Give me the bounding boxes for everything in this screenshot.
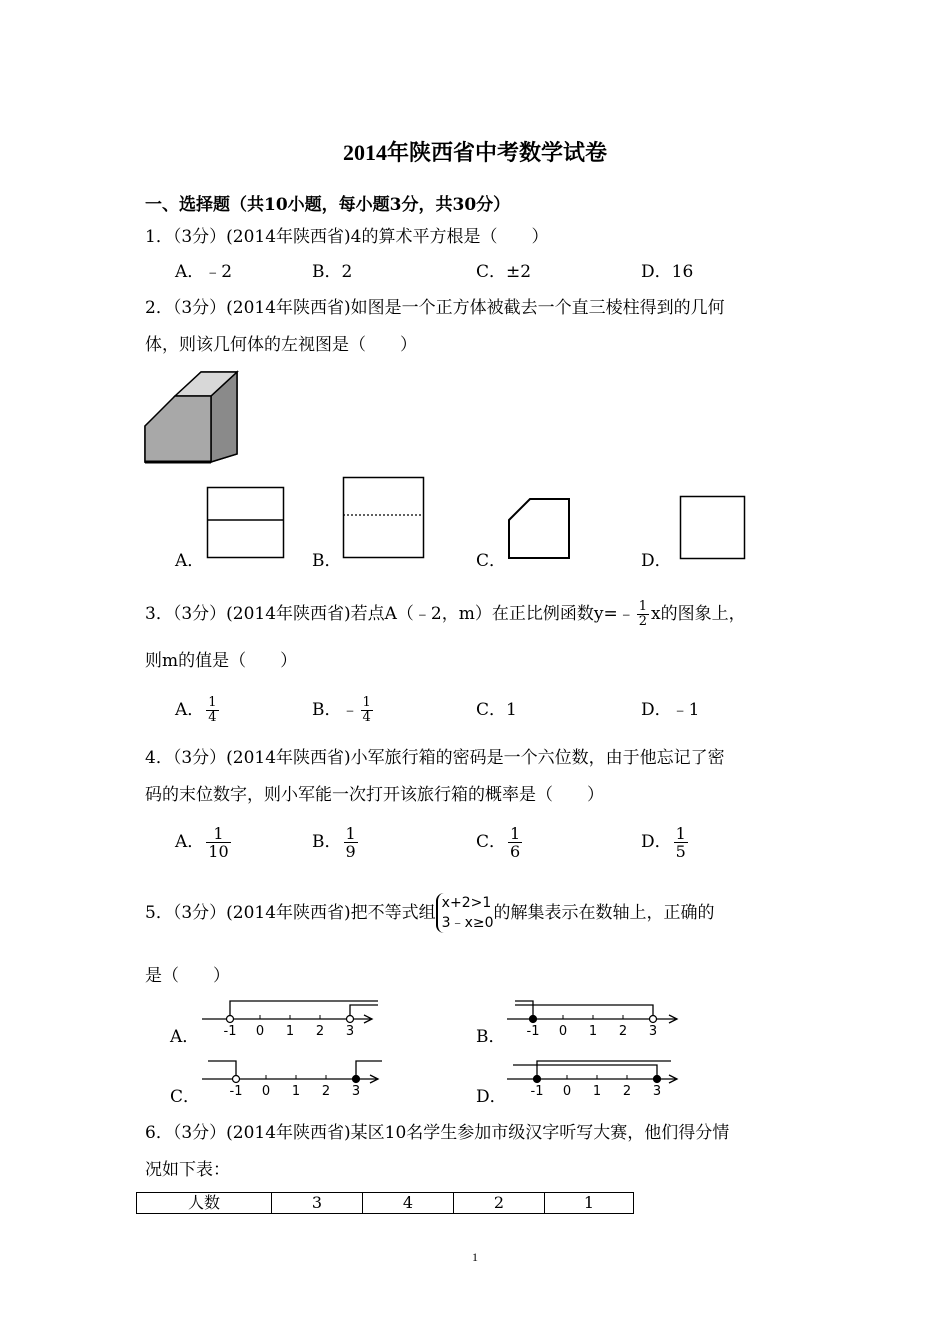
question-2-line1: 2．（3分）(2014年陕西省)如图是一个正方体被截去一个直三棱柱得到的几何	[145, 298, 725, 318]
endpoint-dot	[353, 1076, 360, 1083]
tick-label: 1	[588, 1024, 598, 1039]
q5-label-b: B．	[476, 1027, 506, 1047]
table-cell: 3	[272, 1193, 363, 1214]
q4-option-d-label: D．	[641, 832, 672, 852]
frac-num: 1	[208, 694, 217, 710]
question-6-line2: 况如下表：	[145, 1160, 230, 1180]
q4-option-d-fraction	[674, 825, 688, 860]
tick-label: -1	[229, 1084, 243, 1099]
frac-num: 1	[345, 823, 356, 843]
tick-label: -1	[530, 1084, 544, 1099]
tick-label: 0	[261, 1084, 271, 1099]
tick-label: 3	[351, 1084, 361, 1099]
q3-option-c: C．1	[476, 700, 517, 720]
q5-stem-pre: 5．（3分）(2014年陕西省)把不等式组	[145, 903, 436, 923]
frac-num: 1	[675, 823, 686, 843]
view-b	[343, 477, 425, 559]
q3-option-b-label: B．﹣	[312, 700, 359, 720]
tick-label: 0	[558, 1024, 568, 1039]
frac-den: 5	[675, 841, 686, 861]
endpoint-dot	[654, 1076, 661, 1083]
solution-bracket	[356, 1061, 382, 1079]
inequality-1: x+2>1	[441, 895, 492, 911]
solution-bracket	[208, 1061, 236, 1079]
q2-label-c: C．	[476, 551, 507, 571]
tick-label: 2	[321, 1084, 331, 1099]
tick-label: 2	[622, 1084, 632, 1099]
inequality-system	[436, 893, 494, 933]
question-2-line2: 体，则该几何体的左视图是（ ）	[145, 335, 417, 355]
frac-num: 1	[362, 694, 371, 710]
q4-option-c-label: C．	[476, 832, 507, 852]
page-title: 2014年陕西省中考数学试卷	[342, 140, 607, 165]
q4-option-b-fraction	[344, 825, 358, 860]
tick-label: 1	[592, 1084, 602, 1099]
page-number: 1	[472, 1250, 478, 1264]
question-3-line1	[145, 594, 746, 634]
number-line-b	[505, 995, 685, 1045]
q2-label-d: D．	[641, 551, 672, 571]
question-4-line2: 码的末位数字，则小军能一次打开该旅行箱的概率是（ ）	[145, 785, 604, 805]
tick-label: -1	[223, 1024, 237, 1039]
frac-den: 4	[362, 709, 371, 725]
view-c	[508, 498, 571, 560]
endpoint-dot	[227, 1016, 234, 1023]
number-line-c	[200, 1055, 385, 1105]
question-5-line2: 是（ ）	[145, 966, 230, 986]
q1-option-d: D．16	[641, 262, 694, 282]
q3-option-b-fraction	[361, 696, 373, 725]
q4-option-c-fraction	[508, 825, 522, 860]
view-a	[207, 487, 285, 559]
table-cell: 人数	[137, 1193, 272, 1214]
tick-label: 0	[255, 1024, 265, 1039]
inequality-2: 3﹣x≥0	[441, 915, 494, 931]
solution-bracket	[350, 1005, 378, 1019]
q3-fraction	[637, 600, 649, 629]
q3-stem-post: x的图象上，	[651, 604, 746, 624]
frac-den: 4	[208, 709, 217, 725]
tick-label: 1	[291, 1084, 301, 1099]
q3-option-b	[312, 692, 375, 728]
table-cell: 4	[363, 1193, 454, 1214]
frac-num: 1	[206, 825, 230, 843]
score-table	[136, 1192, 634, 1214]
tick-label: 3	[648, 1024, 658, 1039]
q1-option-b: B．2	[312, 262, 353, 282]
solution-bracket	[230, 1001, 378, 1019]
q5-label-c: C．	[170, 1087, 201, 1107]
q4-option-b-label: B．	[312, 832, 342, 852]
frac-den: 6	[510, 841, 521, 861]
q5-stem-post: 的解集表示在数轴上，正确的	[493, 903, 715, 923]
q3-option-a-label: A．	[175, 700, 205, 720]
view-d	[680, 496, 746, 560]
endpoint-dot	[650, 1016, 657, 1023]
q4-option-a-label: A．	[175, 832, 205, 852]
q1-option-c: C．±2	[476, 262, 532, 282]
tick-label: 3	[345, 1024, 355, 1039]
q5-label-a: A．	[170, 1027, 200, 1047]
endpoint-dot	[530, 1016, 537, 1023]
frac-num: 1	[510, 823, 521, 843]
tick-label: 3	[652, 1084, 662, 1099]
table-row	[137, 1193, 634, 1214]
solution-bracket	[537, 1061, 671, 1079]
question-4-line1: 4．（3分）(2014年陕西省)小军旅行箱的密码是一个六位数，由于他忘记了密	[145, 748, 725, 768]
q4-option-d	[641, 820, 690, 864]
q3-option-a	[175, 692, 221, 728]
endpoint-dot	[347, 1016, 354, 1023]
question-3-line2: 则m的值是（ ）	[145, 651, 298, 671]
question-6-line1: 6．（3分）(2014年陕西省)某区10名学生参加市级汉字听写大赛，他们得分情	[145, 1123, 730, 1143]
q3-frac-den: 2	[638, 613, 648, 629]
tick-label: 0	[562, 1084, 572, 1099]
q2-label-b: B．	[312, 551, 342, 571]
question-1-stem: 1．（3分）(2014年陕西省)4的算术平方根是（ ）	[145, 227, 549, 247]
q4-option-c	[476, 820, 524, 864]
question-5-line1	[145, 888, 715, 938]
tick-label: 1	[285, 1024, 295, 1039]
section-heading: 一、选择题（共10小题，每小题3分，共30分）	[145, 195, 511, 215]
frac-den: 10	[208, 841, 229, 861]
tick-label: -1	[526, 1024, 540, 1039]
table-cell: 2	[454, 1193, 545, 1214]
q4-option-a	[175, 820, 233, 864]
number-line-a	[200, 995, 380, 1045]
frac-den: 9	[345, 841, 356, 861]
q3-stem-pre: 3．（3分）(2014年陕西省)若点A（﹣2，m）在正比例函数y=﹣	[145, 604, 635, 624]
q4-option-b	[312, 820, 360, 864]
endpoint-dot	[233, 1076, 240, 1083]
tick-label: 2	[315, 1024, 325, 1039]
endpoint-dot	[534, 1076, 541, 1083]
q1-option-a: A．﹣2	[175, 262, 233, 282]
q3-option-d: D．﹣1	[641, 700, 700, 720]
solid-figure	[143, 368, 243, 468]
tick-label: 2	[618, 1024, 628, 1039]
number-line-d	[505, 1055, 685, 1105]
q4-option-a-fraction	[206, 825, 230, 860]
q5-label-d: D．	[476, 1087, 507, 1107]
q3-frac-num: 1	[638, 598, 648, 614]
q2-label-a: A．	[175, 551, 205, 571]
table-cell: 1	[545, 1193, 634, 1214]
q3-option-a-fraction	[206, 696, 218, 725]
